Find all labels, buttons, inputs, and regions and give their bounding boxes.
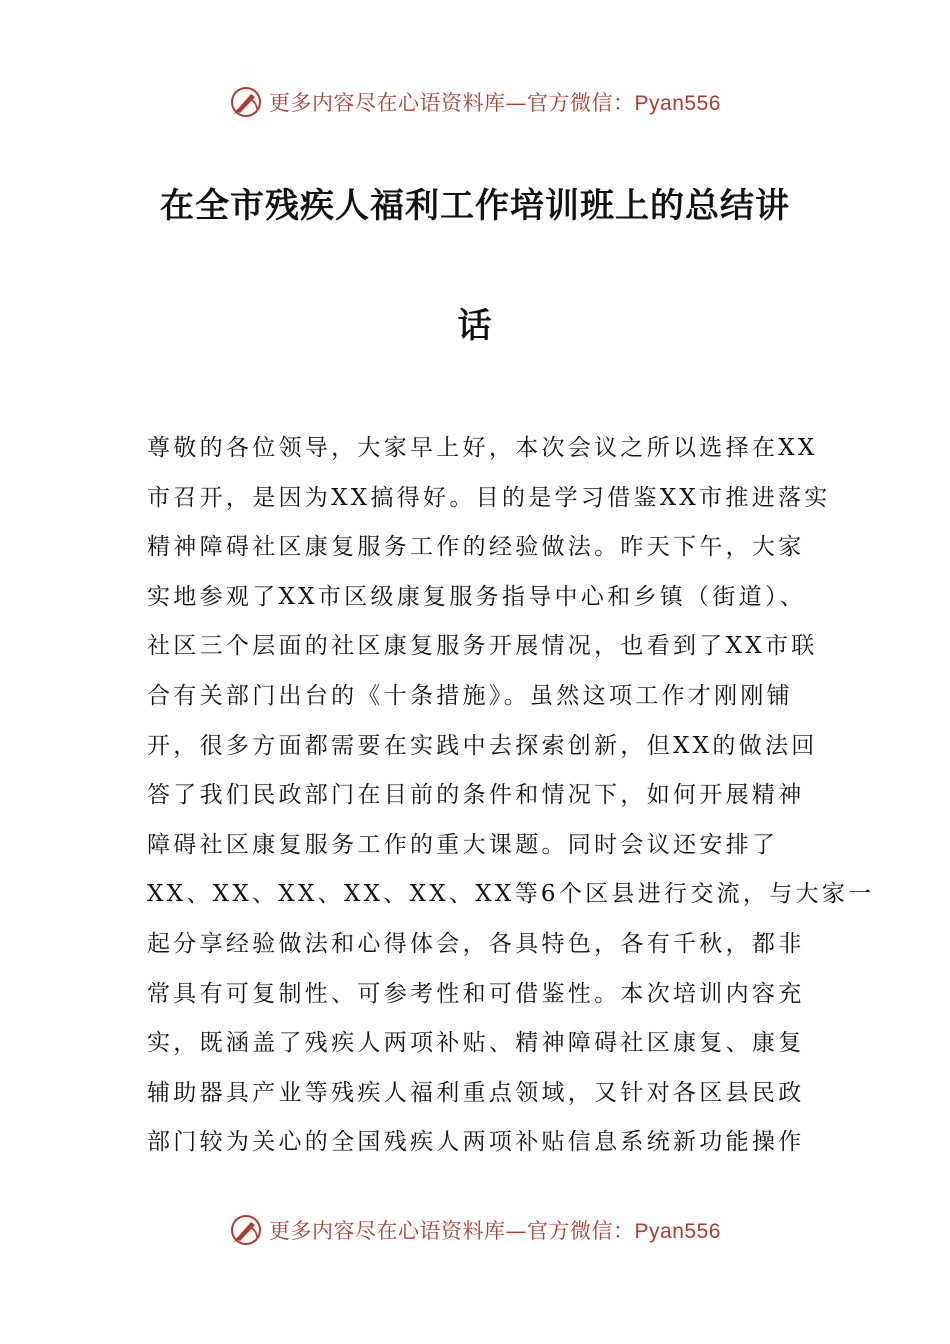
- watermark-text: [269, 1215, 721, 1245]
- body-line: 部门较为关心的全国残疾人两项补贴信息系统新功能操作: [147, 1129, 805, 1156]
- body-line: 实，既涵盖了残疾人两项补贴、精神障碍社区康复、康复: [147, 1030, 805, 1057]
- body-line: 尊敬的各位领导，大家早上好，本次会议之所以选择在XX: [147, 435, 818, 461]
- header-watermark: [0, 82, 950, 122]
- body-line: 开，很多方面都需要在实践中去探索创新，但XX的做法回: [147, 732, 818, 759]
- document-body: [147, 424, 875, 1168]
- body-line: 精神障碍社区康复服务工作的经验做法。昨天下午，大家: [147, 534, 805, 561]
- pen-logo-icon: [229, 1213, 263, 1247]
- body-line: 起分享经验做法和心得体会，各具特色，各有千秋，都非: [147, 930, 805, 957]
- body-line: 障碍社区康复服务工作的重大课题。同时会议还安排了: [147, 831, 779, 858]
- watermark-text: [269, 87, 721, 117]
- body-line: 市召开，是因为XX搞得好。目的是学习借鉴XX市推进落实: [147, 484, 831, 511]
- pen-logo-icon: [229, 85, 263, 119]
- watermark-wechat-id: Pyan556: [634, 1220, 721, 1243]
- body-line: 常具有可复制性、可参考性和可借鉴性。本次培训内容充: [147, 980, 805, 1007]
- body-line: 辅助器具产业等残疾人福利重点领域，又针对各区县民政: [147, 1079, 805, 1106]
- body-line: XX、XX、XX、XX、XX、XX等6个区县进行交流，与大家一: [147, 881, 875, 908]
- body-line: 实地参观了XX市区级康复服务指导中心和乡镇（街道）、: [147, 583, 807, 610]
- watermark-wechat-id: Pyan556: [634, 92, 721, 115]
- watermark-prefix: 更多内容尽在心语资料库—官方微信：: [269, 91, 635, 115]
- body-line: 合有关部门出台的《十条措施》。虽然这项工作才刚刚铺: [147, 682, 793, 709]
- document-title-line-1: 在全市残疾人福利工作培训班上的总结讲: [160, 186, 790, 226]
- footer-watermark: [0, 1210, 950, 1250]
- body-line: 社区三个层面的社区康复服务开展情况，也看到了XX市联: [147, 633, 818, 660]
- body-line: 答了我们民政部门在目前的条件和情况下，如何开展精神: [147, 782, 805, 809]
- document-title-line-2: 话: [457, 306, 493, 346]
- watermark-prefix: 更多内容尽在心语资料库—官方微信：: [269, 1219, 635, 1243]
